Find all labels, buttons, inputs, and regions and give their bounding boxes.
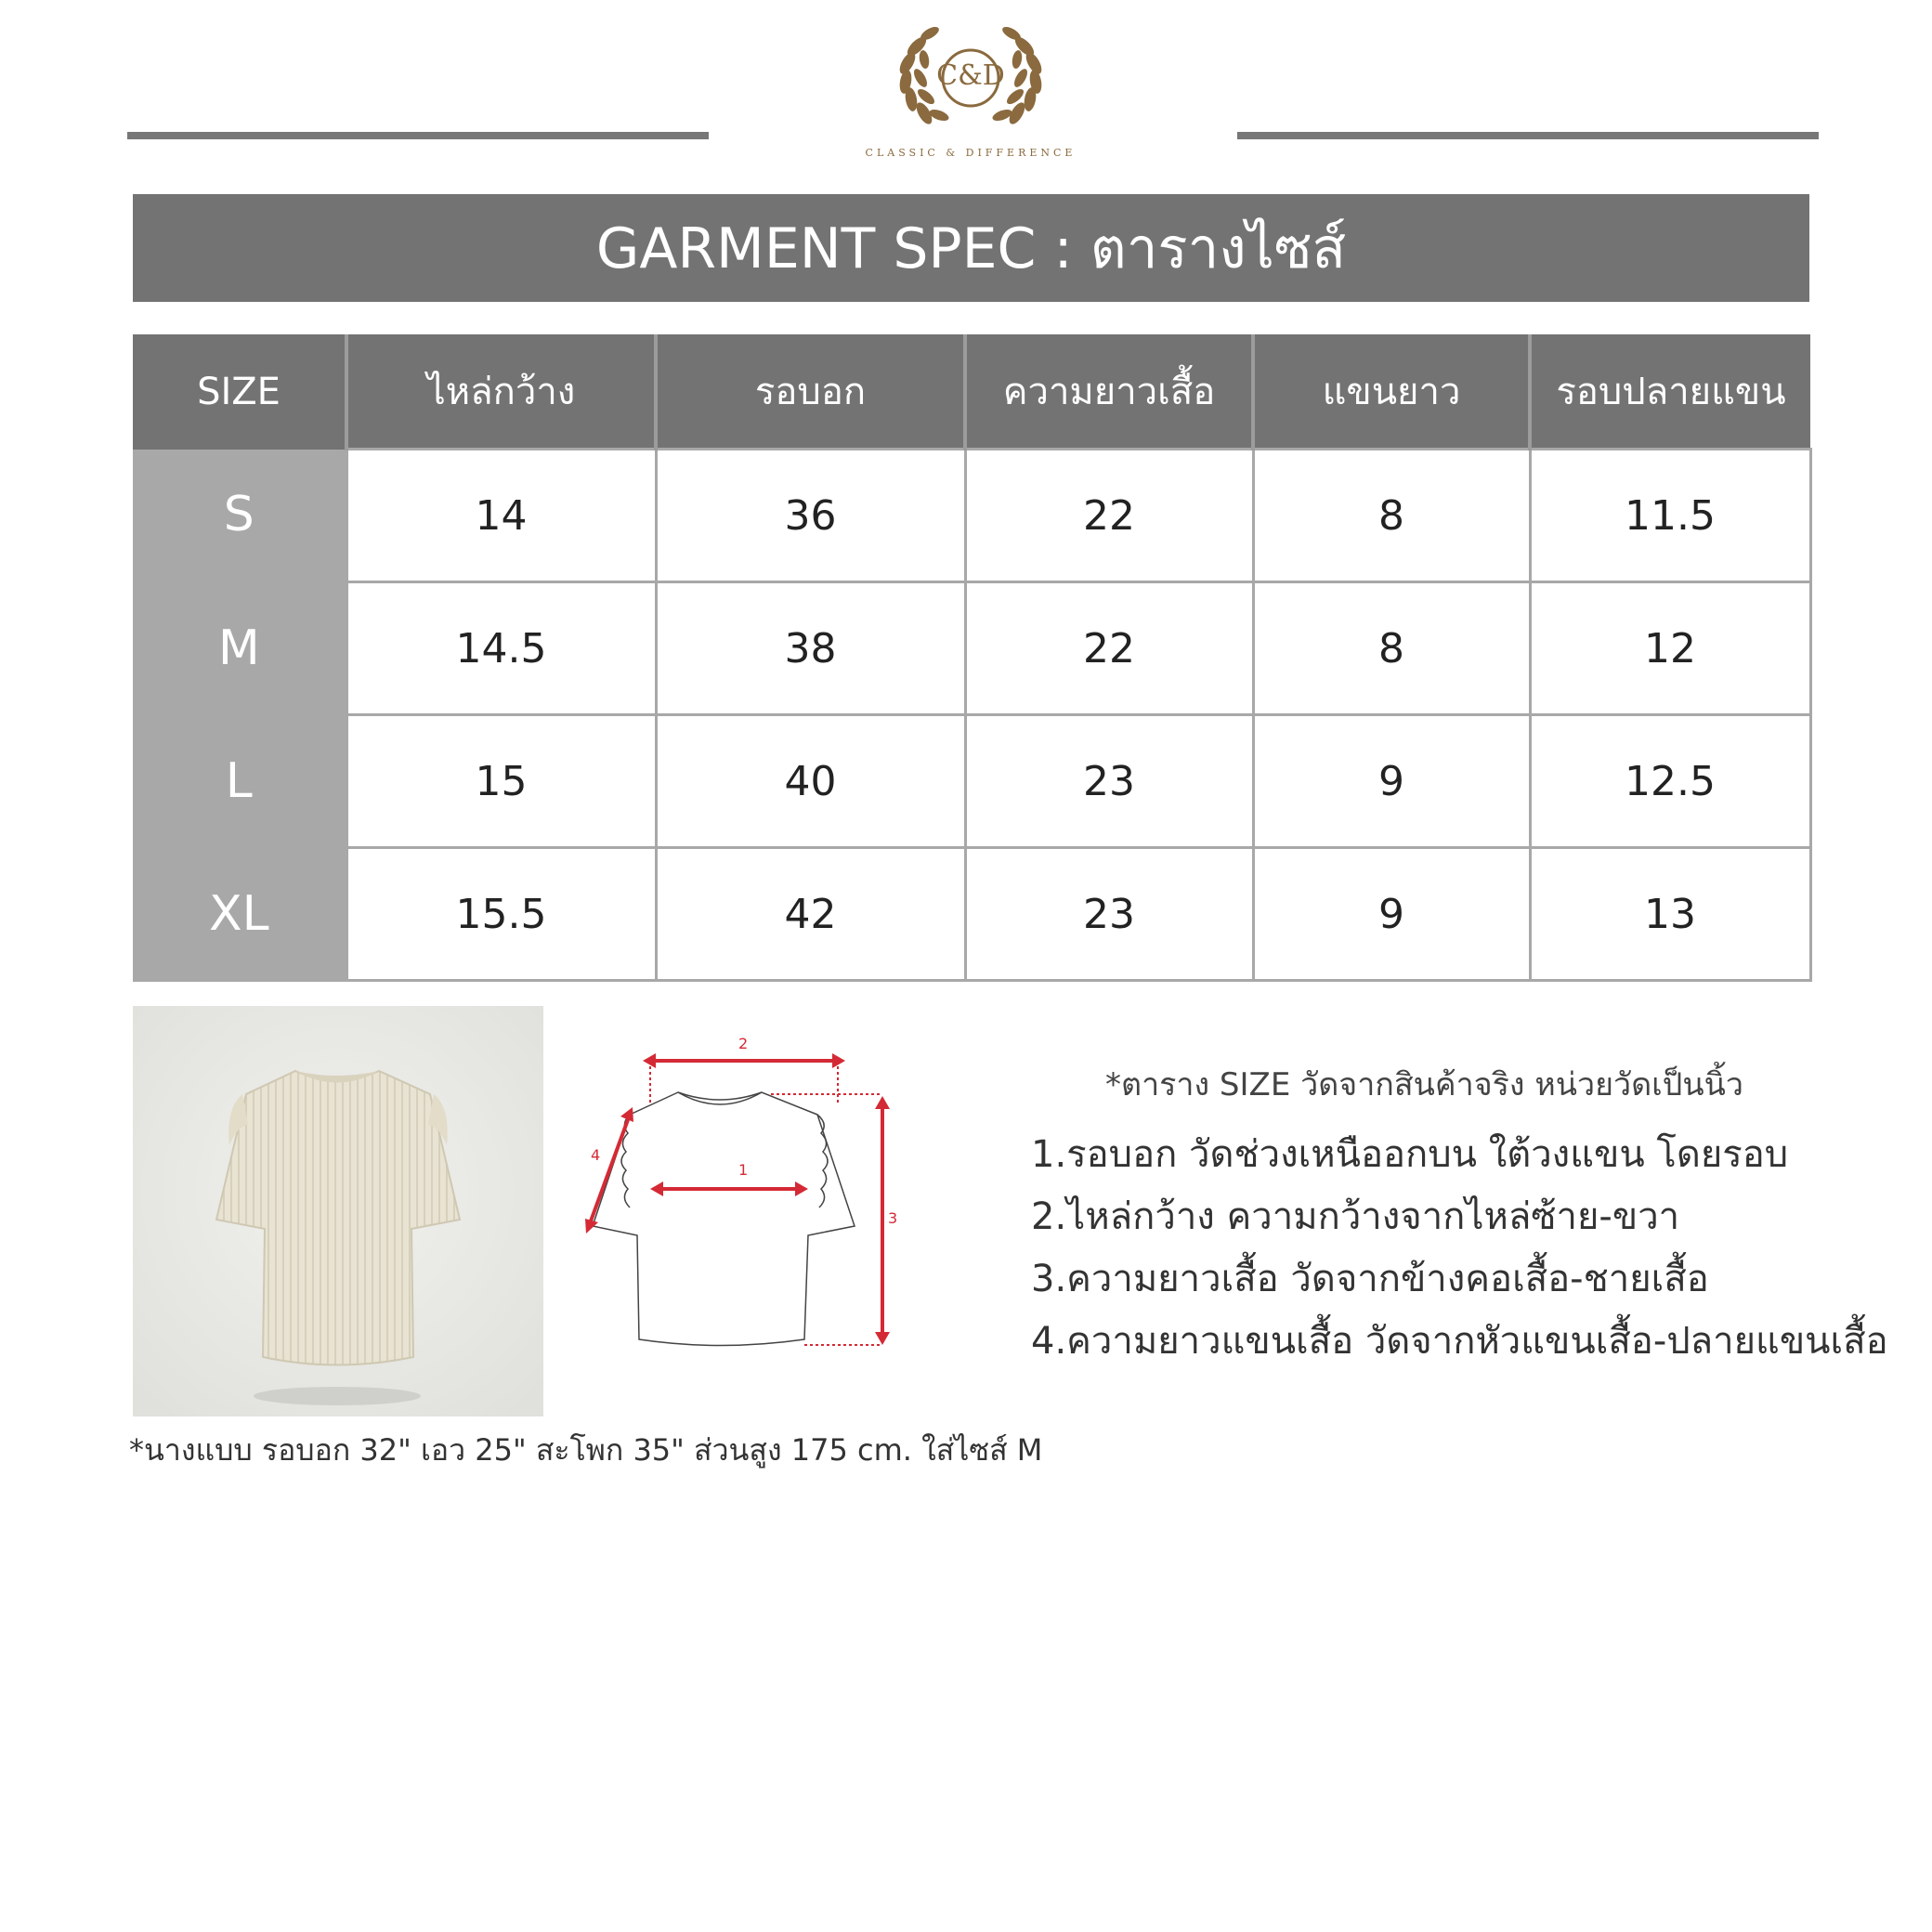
brand-monogram: C&D (936, 59, 1005, 92)
diagram-label-1: 1 (738, 1161, 749, 1179)
note-item: 2.ไหล่กว้าง ความกว้างจากไหล่ซ้าย-ขวา (1031, 1195, 1680, 1238)
diagram-label-2: 2 (738, 1035, 749, 1052)
table-cell: 23 (965, 848, 1253, 981)
table-cell: 40 (656, 715, 965, 848)
table-cell: 22 (965, 450, 1253, 582)
header-size: SIZE (133, 334, 346, 450)
table-cell: 42 (656, 848, 965, 981)
header-shoulder: ไหล่กว้าง (346, 334, 656, 450)
brand-name: CLASSIC & DIFFERENCE (865, 147, 1077, 159)
table-cell: 38 (656, 582, 965, 715)
size-cell: L (133, 715, 346, 848)
brand-logo (887, 11, 1054, 160)
shirt-photo-icon (133, 1006, 543, 1416)
header-length: ความยาวเสื้อ (965, 334, 1253, 450)
header-chest: รอบอก (656, 334, 965, 450)
size-cell: XL (133, 848, 346, 981)
table-cell: 8 (1253, 582, 1530, 715)
table-cell: 23 (965, 715, 1253, 848)
note-item: 1.รอบอก วัดช่วงเหนืออกบน ใต้วงแขน โดยรอบ (1031, 1133, 1789, 1176)
table-cell: 13 (1530, 848, 1810, 981)
table-cell: 15 (346, 715, 656, 848)
header-cuff: รอบปลายแขน (1530, 334, 1810, 450)
size-cell: S (133, 450, 346, 582)
shirt-diagram-icon (585, 1031, 901, 1365)
table-cell: 15.5 (346, 848, 656, 981)
header-rule-right (1237, 132, 1819, 139)
table-cell: 36 (656, 450, 965, 582)
header-rule-left (127, 132, 709, 139)
model-footnote: *นางแบบ รอบอก 32" เอว 25" สะโพก 35" ส่วนสูง 175 cm. ใส่ไซส์ M (129, 1432, 1043, 1468)
diagram-label-3: 3 (888, 1209, 898, 1227)
table-cell: 12 (1530, 582, 1810, 715)
table-cell: 8 (1253, 450, 1530, 582)
table-cell: 14.5 (346, 582, 656, 715)
table-cell: 11.5 (1530, 450, 1810, 582)
table-row (133, 582, 1810, 715)
table-row (133, 715, 1810, 848)
diagram-label-4: 4 (591, 1146, 601, 1164)
table-cell: 14 (346, 450, 656, 582)
table-cell: 9 (1253, 848, 1530, 981)
header-sleeve: แขนยาว (1253, 334, 1530, 450)
measurement-diagram (585, 1031, 901, 1365)
table-cell: 9 (1253, 715, 1530, 848)
page-title-text: GARMENT SPEC : ตารางไซส์ (595, 215, 1347, 281)
table-row (133, 450, 1810, 582)
size-cell: M (133, 582, 346, 715)
note-item: 3.ความยาวเสื้อ วัดจากข้างคอเสื้อ-ชายเสื้อ (1031, 1258, 1709, 1300)
table-header-row (133, 334, 1810, 450)
table-cell: 12.5 (1530, 715, 1810, 848)
note-item: 4.ความยาวแขนเสื้อ วัดจากหัวแขนเสื้อ-ปลายแขนเสื้อ (1031, 1320, 1888, 1363)
product-photo (133, 1006, 543, 1416)
table-row (133, 848, 1810, 981)
size-spec-table (133, 334, 1812, 982)
page-title (133, 194, 1809, 302)
notes-heading: *ตาราง SIZE วัดจากสินค้าจริง หน่วยวัดเป็นนิ้ว (1105, 1066, 1743, 1103)
table-cell: 22 (965, 582, 1253, 715)
